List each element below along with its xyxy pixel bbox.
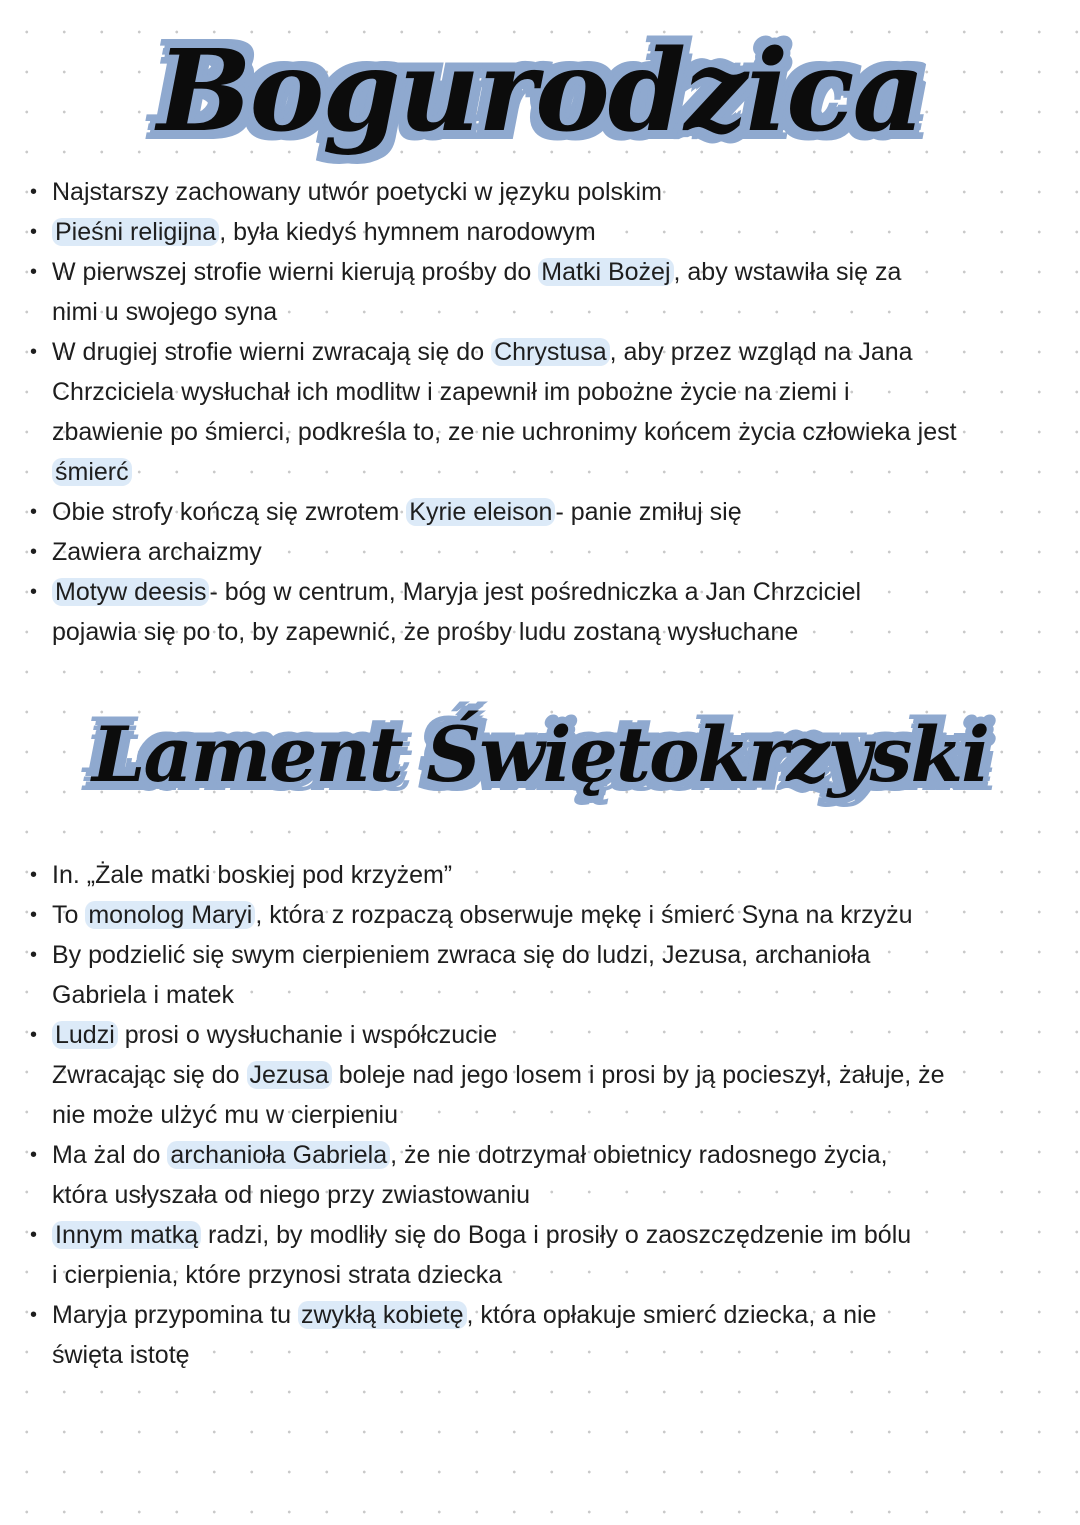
- note-text: , która opłakuje smierć dziecka, a nie: [466, 1301, 877, 1329]
- bullet-icon: •: [30, 581, 38, 603]
- title-bogurodzica: Bogurodzica: [156, 26, 924, 157]
- note-line: [30, 252, 1060, 292]
- note-text: nimi u swojego syna: [52, 298, 278, 326]
- note-line: [30, 1175, 1060, 1215]
- section-bogurodzica-notes: [30, 172, 1060, 652]
- note-text: i cierpienia, które przynosi strata dziecka: [52, 1261, 503, 1289]
- highlighted-text: Motyw deesis: [52, 578, 209, 606]
- note-text: In. „Żale matki boskiej pod krzyżem”: [52, 861, 453, 889]
- bullet-icon: •: [30, 181, 38, 203]
- highlighted-text: Pieśni religijna: [52, 218, 219, 246]
- note-line: [30, 855, 1060, 895]
- note-line: [30, 452, 1060, 492]
- bullet-icon: •: [30, 1224, 38, 1246]
- section-lament-notes: [30, 855, 1060, 1375]
- note-text: , która z rozpaczą obserwuje mękę i śmierć Syna na krzyżu: [255, 901, 913, 929]
- note-text: zbawienie po śmierci, podkreśla to, ze nie uchronimy końcem życia człowieka jest: [52, 418, 957, 446]
- note-line: [30, 1095, 1060, 1135]
- note-text: Maryja przypomina tu: [52, 1301, 298, 1329]
- title-lament-swietokrzyski: Lament Świętokrzyski: [92, 710, 988, 799]
- note-line: [30, 532, 1060, 572]
- note-text: W pierwszej strofie wierni kierują prośby do: [52, 258, 539, 286]
- note-text: Gabriela i matek: [52, 981, 235, 1009]
- note-line: [30, 1135, 1060, 1175]
- highlighted-text: śmierć: [52, 458, 132, 486]
- note-line: [30, 1015, 1060, 1055]
- note-text: Ma żal do: [52, 1141, 168, 1169]
- note-line: [30, 895, 1060, 935]
- bullet-icon: •: [30, 261, 38, 283]
- note-line: [30, 1215, 1060, 1255]
- highlighted-text: Chrystusa: [491, 338, 610, 366]
- highlighted-text: Innym matką: [52, 1221, 201, 1249]
- bullet-icon: •: [30, 501, 38, 523]
- note-text: , aby wstawiła się za: [673, 258, 902, 286]
- note-text: Zwracając się do: [52, 1061, 247, 1089]
- bullet-icon: •: [30, 944, 38, 966]
- note-line: [30, 172, 1060, 212]
- note-text: , była kiedyś hymnem narodowym: [219, 218, 596, 246]
- note-text: Zawiera archaizmy: [52, 538, 262, 566]
- note-line: [30, 492, 1060, 532]
- note-text: Obie strofy kończą się zwrotem: [52, 498, 407, 526]
- highlighted-text: Jezusa: [247, 1061, 332, 1089]
- note-text: pojawia się po to, by zapewnić, że prośby ludu zostaną wysłuchane: [52, 618, 799, 646]
- bullet-icon: •: [30, 864, 38, 886]
- note-line: [30, 572, 1060, 612]
- bullet-icon: •: [30, 541, 38, 563]
- note-line: [30, 935, 1060, 975]
- note-line: [30, 1295, 1060, 1335]
- note-line: [30, 1255, 1060, 1295]
- note-text: która usłyszała od niego przy zwiastowaniu: [52, 1181, 531, 1209]
- note-text: nie może ulżyć mu w cierpieniu: [52, 1101, 398, 1129]
- note-line: [30, 412, 1060, 452]
- note-text: To: [52, 901, 86, 929]
- highlighted-text: Matki Bożej: [538, 258, 673, 286]
- note-text: Chrzciciela wysłuchał ich modlitw i zapewnił im pobożne życie na ziemi i: [52, 378, 850, 406]
- highlighted-text: archanioła Gabriela: [167, 1141, 390, 1169]
- bullet-icon: •: [30, 1304, 38, 1326]
- note-line: [30, 372, 1060, 412]
- note-line: [30, 332, 1060, 372]
- note-text: boleje nad jego losem i prosi by ją pocieszył, żałuje, że: [331, 1061, 945, 1089]
- note-line: [30, 1335, 1060, 1375]
- note-line: [30, 212, 1060, 252]
- note-text: radzi, by modliły się do Boga i prosiły o zaoszczędzenie im bólu: [201, 1221, 912, 1249]
- note-line: [30, 612, 1060, 652]
- note-text: , że nie dotrzymał obietnicy radosnego życia,: [390, 1141, 888, 1169]
- highlighted-text: monolog Maryi: [85, 901, 255, 929]
- note-line: [30, 1055, 1060, 1095]
- bullet-icon: •: [30, 904, 38, 926]
- bullet-icon: •: [30, 1144, 38, 1166]
- note-line: [30, 292, 1060, 332]
- highlighted-text: Kyrie eleison: [406, 498, 555, 526]
- note-text: święta istotę: [52, 1341, 190, 1369]
- note-line: [30, 975, 1060, 1015]
- note-text: - bóg w centrum, Maryja jest pośredniczka a Jan Chrzciciel: [209, 578, 862, 606]
- note-text: - panie zmiłuj się: [555, 498, 742, 526]
- note-text: prosi o wysłuchanie i współczucie: [117, 1021, 498, 1049]
- highlighted-text: Ludzi: [52, 1021, 118, 1049]
- bullet-icon: •: [30, 341, 38, 363]
- note-text: , aby przez wzgląd na Jana: [609, 338, 913, 366]
- highlighted-text: zwykłą kobietę: [298, 1301, 467, 1329]
- note-text: Najstarszy zachowany utwór poetycki w języku polskim: [52, 178, 662, 206]
- note-text: By podzielić się swym cierpieniem zwraca się do ludzi, Jezusa, archanioła: [52, 941, 871, 969]
- bullet-icon: •: [30, 221, 38, 243]
- note-text: W drugiej strofie wierni zwracają się do: [52, 338, 492, 366]
- bullet-icon: •: [30, 1024, 38, 1046]
